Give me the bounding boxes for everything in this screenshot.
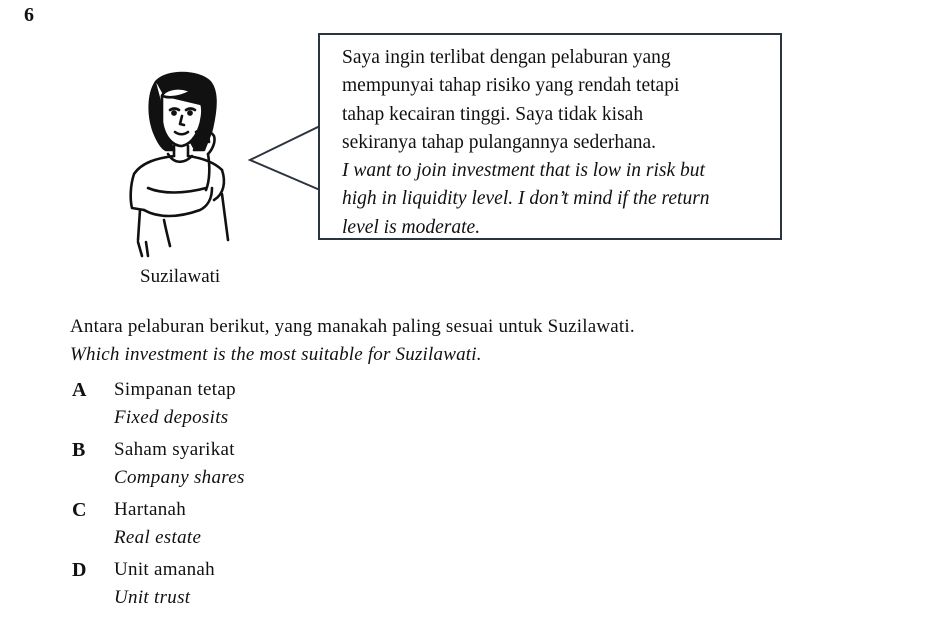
option-text-en: Real estate — [114, 527, 202, 548]
speech-en-line: I want to join investment that is low in risk but — [342, 160, 705, 182]
option-text-en: Fixed deposits — [114, 407, 229, 428]
option-text-ms: Simpanan tetap — [114, 379, 236, 400]
character-name: Suzilawati — [140, 266, 221, 287]
speech-en-line: high in liquidity level. I don’t mind if the return — [342, 188, 710, 210]
option-letter: B — [72, 439, 86, 461]
option-text-ms: Saham syarikat — [114, 439, 235, 460]
option-letter: D — [72, 559, 87, 581]
woman-thinking-illustration — [118, 70, 258, 266]
speech-ms-line: mempunyai tahap risiko yang rendah tetapi — [342, 75, 680, 97]
speech-bubble — [318, 33, 782, 240]
option-text-en: Company shares — [114, 467, 245, 488]
prompt-ms: Antara pelaburan berikut, yang manakah paling sesuai untuk Suzilawati. — [70, 316, 635, 337]
question-number: 6 — [24, 4, 34, 26]
speech-ms-line: tahap kecairan tinggi. Saya tidak kisah — [342, 103, 644, 125]
option-text-ms: Hartanah — [114, 499, 187, 520]
option-text-en: Unit trust — [114, 587, 191, 608]
option-letter: A — [72, 379, 87, 401]
speech-bubble-tail — [248, 124, 328, 194]
speech-en-line: level is moderate. — [342, 216, 481, 238]
question-prompt — [70, 313, 635, 369]
option-text-ms: Unit amanah — [114, 559, 215, 580]
speech-ms-line: sekiranya tahap pulangannya sederhana. — [342, 131, 657, 153]
speech-ms-line: Saya ingin terlibat dengan pelaburan yang — [342, 47, 671, 68]
option-letter: C — [72, 499, 87, 521]
prompt-en: Which investment is the most suitable for Suzilawati. — [70, 344, 482, 365]
